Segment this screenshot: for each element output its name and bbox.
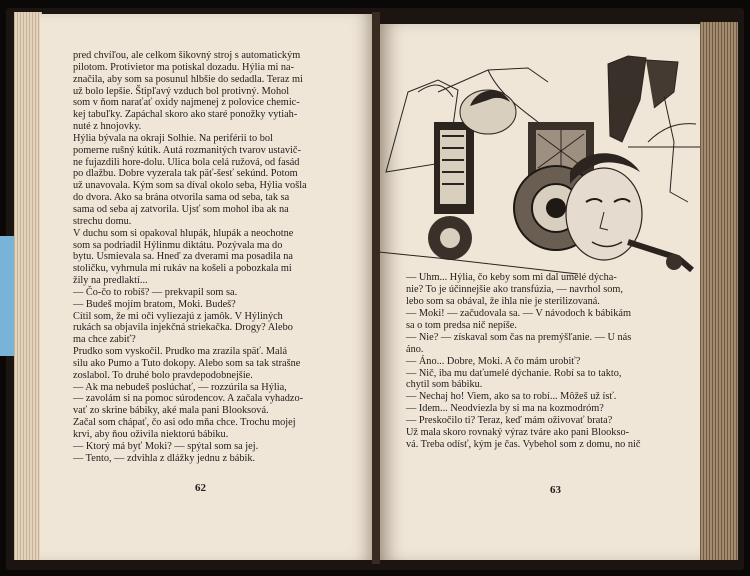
text-line: žily na predlaktí... (73, 275, 148, 287)
text-line: — Preskočilo ti? Teraz, keď mám oživovať brata? (406, 415, 613, 427)
text-line: pilotom. Protivietor ma potiskal dozadu. Hýlia mi na- (73, 61, 295, 73)
text-line: lebo som sa obával, že ihla nie je sterilizovaná. (406, 295, 600, 307)
text-line: chytil som bábiku. (406, 379, 483, 391)
illustration (378, 52, 700, 288)
text-line: sa o tom predsa nič nepíše. (406, 319, 517, 331)
text-line: nie? To je účinnejšie ako transfúzia, — navrhol som, (406, 283, 623, 295)
text-line: — Tento, — zdvihla z dlážky jednu z bábik. (73, 452, 256, 464)
text-line: — Ktorý má byť Moki? — spýtal som sa jej. (73, 440, 259, 452)
text-line: — zavolám si na pomoc súrodencov. A začala vyhadzo- (73, 393, 304, 405)
text-line: pred chvíľou, ale celkom šikovný stroj s automatickým (73, 50, 301, 61)
text-line: — Nechaj ho! Viem, ako sa to robí... Môžeš už ísť. (406, 391, 617, 403)
text-line: po dlažbu. Dobre vyzerala tak päť-šesť sekúnd. Potom (73, 168, 298, 180)
text-line: sama od seba aj zatvorila. Ujsť som mohol iba ak na (73, 203, 289, 215)
text-line: silu ako Pumo a Tuto dokopy. Alebo som sa tak strašne (73, 357, 301, 369)
text-line: vá. Treba odísť, kým je čas. Vybehol som z domu, no nič (406, 439, 641, 451)
text-line: — Čo-čo to robíš? — prekvapil som sa. (73, 286, 238, 298)
text-line: rukách sa objavila injekčná striekačka. Drogy? Alebo (73, 322, 293, 334)
text-line: áno. (406, 343, 424, 355)
text-line: do dvora. Ako sa brána otvorila sama od seba, tak sa (73, 192, 290, 204)
text-line: — Budeš mojím bratom, Moki. Budeš? (73, 298, 236, 310)
text-line: Cítil som, že mi oči vyliezajú z jamôk. V Hýliných (73, 310, 283, 322)
text-line: — Áno... Dobre, Moki. A čo mám urobiť? (406, 355, 581, 367)
text-line: značila, aby som sa posunul hlbšie do sedadla. Teraz mi (73, 73, 303, 85)
left-page-edges (14, 12, 42, 560)
text-line: bytu. Usmievala sa. Hneď za dverami ma posadila na (73, 251, 293, 263)
text-line: kej tabuľky. Zapáchal skoro ako staré ponožky vytiah- (73, 109, 298, 121)
book-gutter (372, 12, 380, 564)
text-line: Hýlia bývala na okraji Solhie. Na periférii to bol (73, 132, 273, 144)
page-number-right: 63 (550, 484, 561, 496)
text-line: Prudko som vyskočil. Prudko ma zrazila späť. Malá (73, 346, 288, 358)
text-line: som sa podriadil Hýlinmu diktátu. Pozývala ma do (73, 239, 283, 251)
text-line: — Ak ma nebudeš poslúchať, — rozzúrila sa Hýlia, (73, 381, 287, 393)
text-line: zoslabol. To druhé bolo pravdepodobnejšie. (73, 369, 253, 381)
text-line: — Uhm... Hýlia, čo keby som mi dal umelé dýcha- (406, 272, 617, 283)
text-line: Začal som chápať, čo asi odo mňa chce. Trochu mojej (73, 417, 296, 429)
text-line: — Nie? — získaval som čas na premýšľanie. — U nás (406, 331, 632, 343)
text-line: — Moki! — začudovala sa. — V návodoch k bábikám (406, 307, 631, 319)
text-line: krvi, aby ňou oživila niektorú bábiku. (73, 429, 229, 440)
text-line: ne fujazdili hore-dolu. Ulica bola celá ružová, od fasád (73, 156, 300, 168)
page-number-left: 62 (195, 482, 206, 494)
text-line: strechu domu. (73, 215, 132, 227)
text-line: V duchu som si opakoval hlupák, hlupák a neochotne (73, 227, 294, 239)
right-page-edges (700, 22, 738, 560)
left-page-text (73, 50, 369, 465)
text-line: ma chce zabiť? (73, 334, 136, 346)
text-line: — Idem... Neodviezla by si ma na kozmodróm? (406, 403, 604, 415)
text-line: pomerne rušný kútik. Autá rozmanitých tvarov ustavič- (73, 144, 301, 156)
text-line: vať zo skrine bábiky, aké mala pani Blooksová. (73, 405, 269, 417)
text-line: už unavovala. Kým som sa díval okolo seba, Hýlia vošla (73, 180, 307, 192)
text-line: už bolo lepšie. Štipľavý vzduch bol protivný. Mohol (73, 85, 290, 97)
text-line: — Nič, iba mu daťumelé dýchanie. Robí sa to takto, (406, 367, 622, 379)
text-line: stoličku, vyhrnula mi rukáv na košeli a pobozkala mi (73, 263, 292, 275)
text-line: nuté z hnojovky. (73, 121, 142, 133)
right-page-text (406, 272, 692, 451)
text-line: som v ňom naraťať oxidy najmenej z polovice chemic- (73, 97, 300, 109)
text-line: Už mala skoro rovnaký výraz tváre ako pani Blooksо- (406, 427, 630, 439)
